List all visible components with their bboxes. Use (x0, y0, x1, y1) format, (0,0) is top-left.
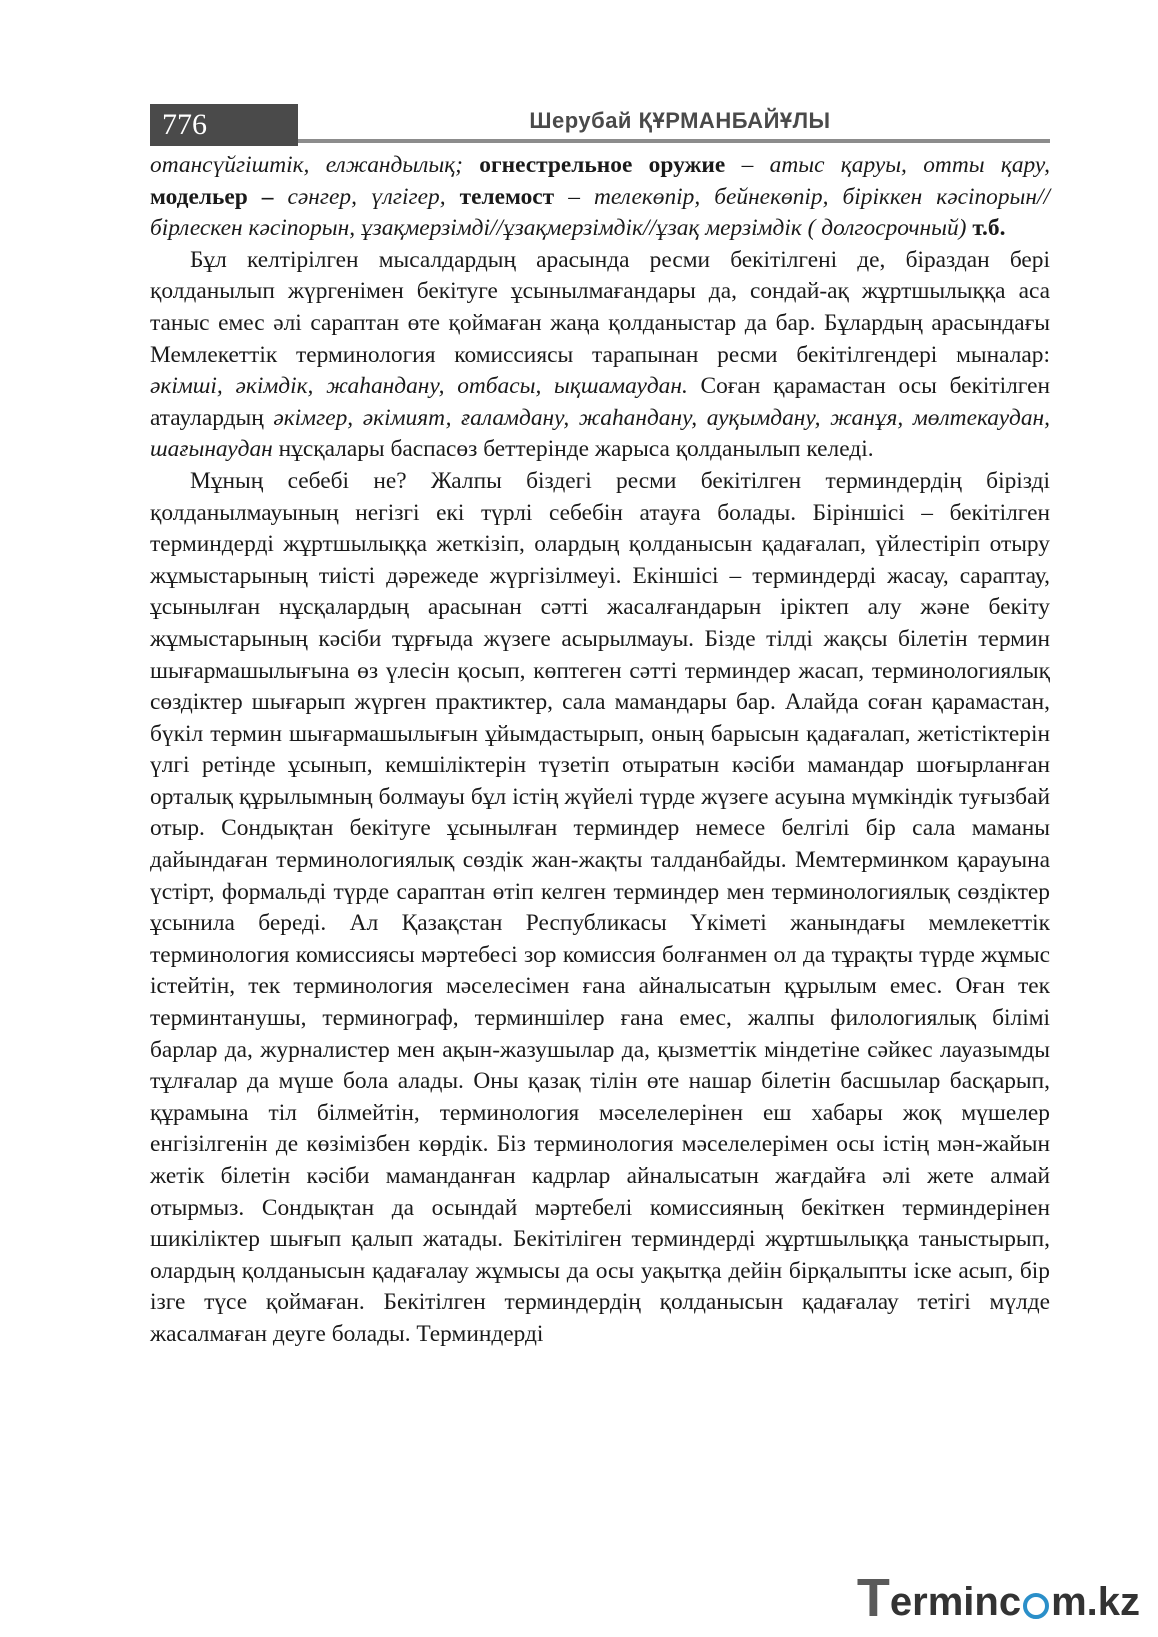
text-run-3: – атыс қаруы, отты қару, (725, 152, 1050, 178)
paragraph-official-terms (150, 245, 1050, 466)
body-text (150, 150, 1050, 1351)
terminkom-logo (856, 1568, 1140, 1628)
paragraph-continuation (150, 150, 1050, 245)
text-run-7: – телекөпір, бейнекөпір, біріккен кәсіпорын//бірлескен кәсіпорын, ұзақмерзімді//ұзақмерзімдік//ұзақ мерзімдік ( долгосрочный) (150, 183, 1050, 242)
text-run-6: телемост (445, 183, 555, 210)
text-run-2: огнестрельное оружие (462, 152, 726, 178)
text-run-2: әкімші, әкімдік, жаһандану, отбасы, ықшамаудан. (150, 373, 688, 400)
text-run-1: Бұл келтірілген мысалдардың арасында ресми бекітілгені де, біраздан бері қолданылып жүргенімен бекітуге ұсынылмағандары да, сондай-ақ жұртшылыққа аса таныс емес әлі сараптан өте қоймаған жаңа қолданыстар да бар. Бұлардың арасындағы Мемлекеттік терминология комиссиясы тарапынан ресми бекітілгендері мыналар: (150, 246, 1050, 368)
text-run-1: отансүйгіштік, елжандылық; (150, 152, 463, 178)
logo-text-a: erminc (889, 1580, 1022, 1624)
text-run-5: сәнгер, үлгігер, (273, 183, 446, 210)
page-header (150, 104, 1050, 146)
text-run-5: нұсқалары баспасөз беттерінде жарыса қолданылып келеді. (272, 436, 874, 463)
logo-text-b: m.kz (1051, 1580, 1140, 1624)
logo-ring-icon (1023, 1593, 1049, 1619)
page-number: 776 (150, 104, 298, 146)
running-title: Шерубай ҚҰРМАНБАЙҰЛЫ (529, 108, 831, 133)
text-run-4: әкімгер, әкімият, ғаламдану, жаһандану, ауқымдану, жанұя, мөлтекаудан, шағынаудан (150, 404, 1050, 463)
paragraph-reasons: Мұның себебі не? Жалпы біздегі ресми бекітілген терминдердің бірізді қолданылмауының негізгі екі түрлі себебін атауға болады. Біріншісі – бекітілген терминдерді жұртшылыққа жеткізіп, олардың қолданысын қадағалап, үйлестіріп отыру жұмыстарының тиісті дәрежеде жүргізілмеуі. Екіншісі – терминдерді жасау, сараптау, ұсынылған нұсқалардың арасынан сәтті жасалғандарын іріктеп алу және бекіту жұмыстарының кәсіби тұрғыда жүзеге асырылмауы. Бізде тілді жақсы білетін термин шығармашылығына өз үлесін қосып, көптеген сәтті терминдер жасап, терминологиялық сөздіктер шығарып жүрген практиктер, сала мамандары бар. Алайда соған қарамастан, бүкіл термин шығармашылығын ұйымдастырып, оның барысын қадағалап, жетістіктерін үлгі ретінде ұсынып, кемшіліктерін түзетіп отыратын кәсіби мамандар шоғырланған орталық құрылымның болмауы бұл істің жүйелі түрде жүзеге асуына мүмкіндік туғызбай отыр. Сондықтан бекітуге ұсынылған терминдер немесе белгілі бір сала маманы дайындаған терминологиялық сөздік жан-жақты талданбайды. Мемтерминком қарауына үстірт, формальді түрде сараптан өтіп келген терминдер мен терминологиялық сөздіктер ұсынила береді. Ал Қазақстан Республикасы Үкіметі жанындағы мемлекеттік терминология комиссиясы мәртебесі зор комиссия болғанмен ол да тұрақты түрде жұмыс істейтін, тек терминология мәселесімен ғана айналысатын құрылым емес. Оған тек терминтанушы, терминограф, терминшілер ғана емес, жалпы филологиялық білімі барлар да, журналистер мен ақын-жазушылар да, қызметтік міндетіне сәйкес лауазымды тұлғалар да мүше бола алады. Оны қазақ тілін өте нашар білетін басшылар басқарып, құрамына тіл білмейтін, терминология мәселелерінен еш хабары жоқ мүшелер енгізілгенін де көзімізбен көрдік. Біз терминология мәселелерімен осы істің мән-жайын жетік білетін кәсіби маманданған кадрлар айналысатын жағдайға әлі жете алмай отырмыз. Сондықтан да осындай мәртебелі комиссияның бекіткен терминдерінен шикіліктер шығып қалып жатады. Бекітіліген терминдерді жұртшылыққа таныстырып, олардың қолданысын қадағалау жұмысы да осы уақытқа дейін бірқалыпты іске асып, бір ізге түсе қоймаған. Бекітілген терминдердің қолданысын қадағалау тетігі мүлде жасалмаған деуге болады. Терминдерді (150, 467, 1050, 1347)
logo-t-glyph: T (856, 1568, 890, 1628)
text-run-4: модельер – (150, 183, 274, 210)
header-rule (298, 139, 1050, 143)
text-run-8: т.б. (966, 215, 1006, 242)
text-run-3: Соған қарамастан осы бекітілген атаулардың (150, 373, 1050, 431)
